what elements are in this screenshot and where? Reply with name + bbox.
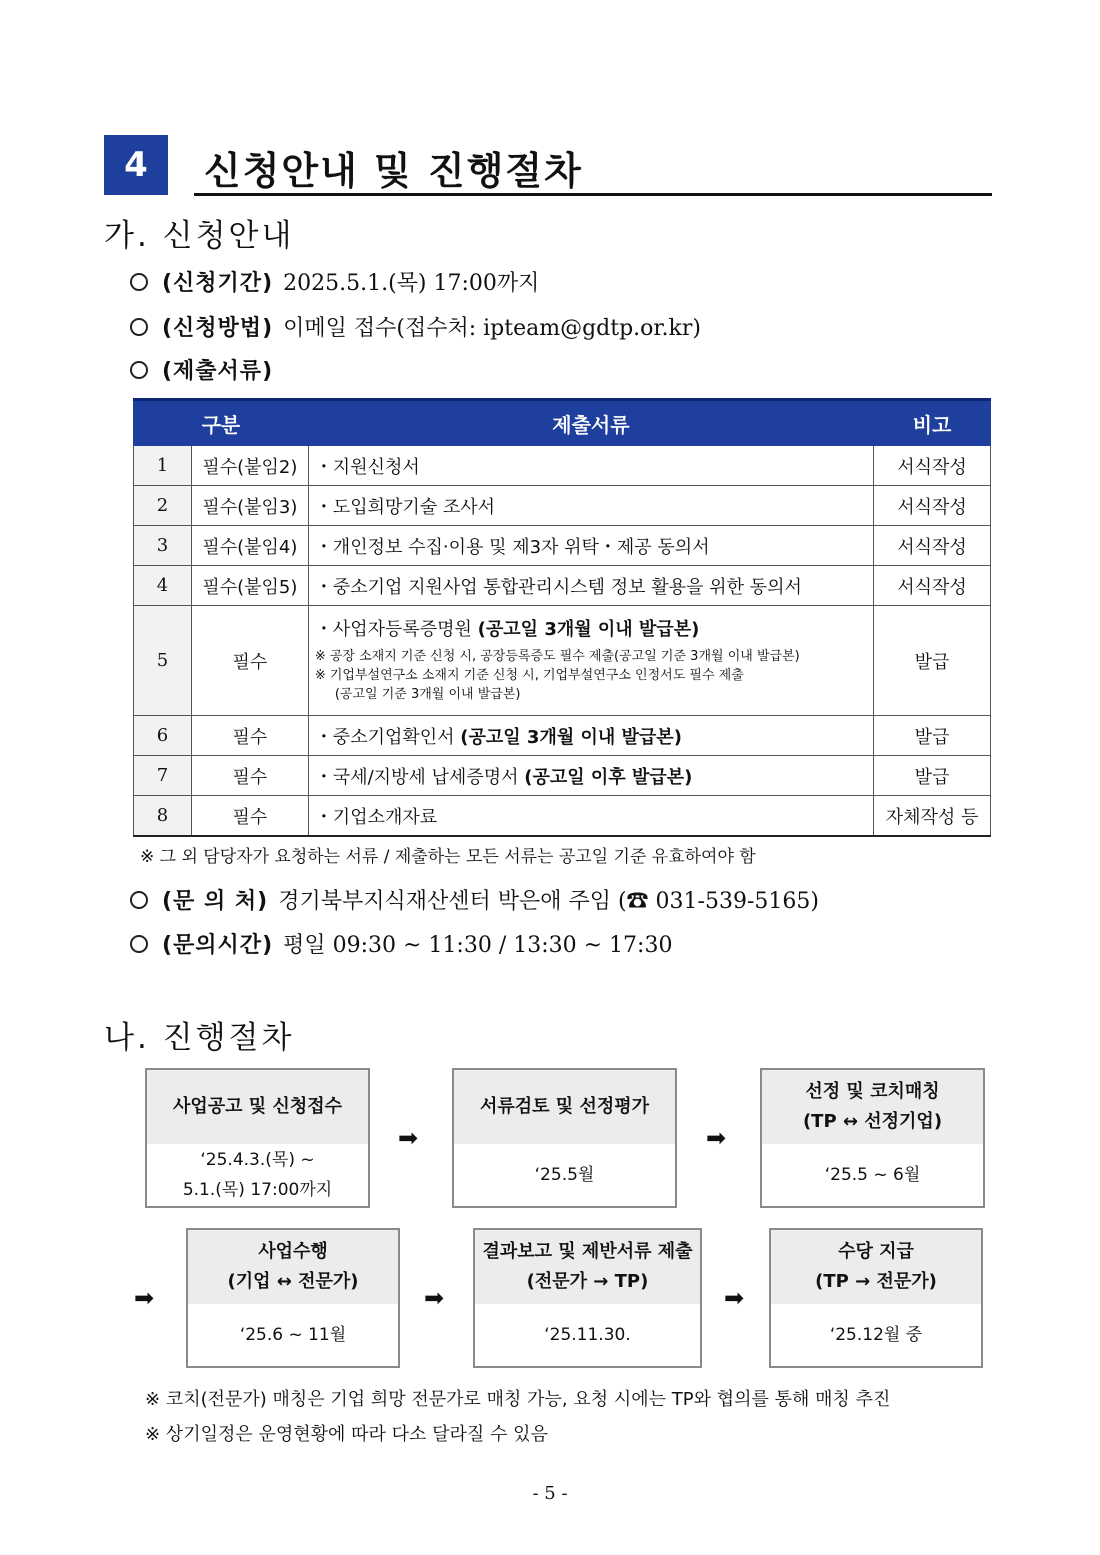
row-type: 필수(붙임4) [191, 526, 308, 566]
row-document-text: ・국세/지방세 납세증명서 [314, 766, 519, 788]
circle-bullet-icon [130, 318, 148, 336]
row-document-bold: (공고일 3개월 이내 발급본) [460, 726, 682, 748]
circle-bullet-icon [130, 891, 148, 909]
row-number: 5 [134, 606, 192, 716]
apply-docs-label: (제출서류) [162, 359, 274, 384]
process-step-1 [145, 1068, 370, 1208]
documents-table [133, 398, 991, 837]
table-row [134, 796, 991, 837]
section-title: 신청안내 및 진행절차 [204, 149, 583, 193]
step-title-block [188, 1230, 398, 1304]
table-row [134, 486, 991, 526]
right-arrow-icon: ➡ [424, 1284, 445, 1312]
apply-docs [130, 354, 283, 385]
table-row [134, 606, 991, 716]
step-title-block [475, 1230, 700, 1304]
row-number: 7 [134, 756, 192, 796]
process-note-1: ※ 코치(전문가) 매칭은 기업 희망 전문가로 매칭 가능, 요청 시에는 TP와 협의를 통해 매칭 추진 [145, 1389, 891, 1410]
step-title: 서류검토 및 선정평가 [454, 1070, 675, 1144]
row-number: 4 [134, 566, 192, 606]
row-type: 필수 [191, 606, 308, 716]
table-row [134, 446, 991, 486]
contact-hours-label: (문의시간) [162, 933, 274, 958]
step-date: ‘25.5 ~ 6월 [824, 1165, 921, 1185]
step-subtitle: (전문가 → TP) [526, 1271, 649, 1292]
row-number: 2 [134, 486, 192, 526]
row-remark: 서식작성 [874, 486, 991, 526]
apply-method [130, 311, 701, 342]
step-title: 결과보고 및 제반서류 제출 [482, 1241, 693, 1262]
step-title: 수당 지급 [838, 1241, 914, 1262]
row-number: 3 [134, 526, 192, 566]
step-date [147, 1144, 368, 1206]
right-arrow-icon: ➡ [724, 1284, 745, 1312]
row-document-subnote: ※ 기업부설연구소 소재지 기준 신청 시, 기업부설연구소 인정서도 필수 제출 [314, 668, 744, 683]
right-arrow-icon: ➡ [706, 1124, 727, 1152]
apply-method-label: (신청방법) [162, 316, 274, 341]
row-document-text: ・중소기업확인서 [314, 726, 455, 748]
step-title: 사업수행 [258, 1241, 328, 1262]
step-date: ‘25.12월 중 [829, 1325, 923, 1345]
row-number: 6 [134, 716, 192, 756]
row-remark: 서식작성 [874, 526, 991, 566]
page-number: - 5 - [532, 1483, 568, 1504]
process-note-2: ※ 상기일정은 운영현황에 따라 다소 달라질 수 있음 [145, 1424, 548, 1445]
row-remark: 발급 [874, 606, 991, 716]
table-row [134, 526, 991, 566]
apply-heading: 가. 신청안내 [104, 218, 295, 254]
row-remark: 발급 [874, 716, 991, 756]
circle-bullet-icon [130, 935, 148, 953]
section-title-rule [194, 193, 992, 196]
row-remark: 서식작성 [874, 566, 991, 606]
step-title: 사업공고 및 신청접수 [147, 1070, 368, 1144]
table-footnote: ※ 그 외 담당자가 요청하는 서류 / 제출하는 모든 서류는 공고일 기준 유효하여야 함 [140, 847, 756, 867]
process-step-2 [452, 1068, 677, 1208]
process-step-3 [760, 1068, 985, 1208]
step-date: ‘25.5월 [534, 1165, 595, 1185]
header-category: 구분 [134, 400, 309, 446]
step-date-line: ‘25.4.3.(목) ~ [200, 1150, 315, 1170]
row-document-bold: (공고일 3개월 이내 발급본) [477, 619, 700, 640]
step-date: ‘25.11.30. [544, 1325, 631, 1345]
row-number: 8 [134, 796, 192, 837]
right-arrow-icon: ➡ [134, 1284, 155, 1312]
row-document [308, 756, 873, 796]
circle-bullet-icon [130, 273, 148, 291]
process-step-5 [473, 1228, 702, 1368]
process-heading: 나. 진행절차 [104, 1020, 295, 1056]
header-documents: 제출서류 [308, 400, 873, 446]
step-title: 선정 및 코치매칭 [805, 1081, 940, 1102]
step-date: ‘25.6 ~ 11월 [239, 1325, 347, 1345]
row-type: 필수(붙임2) [191, 446, 308, 486]
table-row [134, 566, 991, 606]
row-number: 1 [134, 446, 192, 486]
row-document-subnote: ※ 공장 소재지 기준 신청 시, 공장등록증도 필수 제출(공고일 기준 3개월 이내 발급본) [314, 649, 800, 664]
table-header-row [134, 400, 991, 446]
row-document: ・도입희망기술 조사서 [308, 486, 873, 526]
header-remarks: 비고 [874, 400, 991, 446]
row-remark: 발급 [874, 756, 991, 796]
process-step-4 [186, 1228, 400, 1368]
apply-period-label: (신청기간) [162, 271, 274, 296]
section-number: 4 [104, 135, 168, 195]
circle-bullet-icon [130, 361, 148, 379]
row-type: 필수 [191, 716, 308, 756]
apply-period-value: 2025.5.1.(목) 17:00까지 [283, 271, 540, 296]
row-document: ・중소기업 지원사업 통합관리시스템 정보 활용을 위한 동의서 [308, 566, 873, 606]
step-subtitle: (TP → 전문가) [815, 1271, 937, 1292]
row-document: ・개인정보 수집‧이용 및 제3자 위탁・제공 동의서 [308, 526, 873, 566]
row-document: ・기업소개자료 [308, 796, 873, 837]
step-title-block [762, 1070, 983, 1144]
row-type: 필수(붙임5) [191, 566, 308, 606]
contact-label: (문 의 처) [162, 889, 269, 914]
row-document-subnote: (공고일 기준 3개월 이내 발급본) [334, 687, 521, 702]
right-arrow-icon: ➡ [398, 1124, 419, 1152]
row-document: ・지원신청서 [308, 446, 873, 486]
row-document-text: ・사업자등록증명원 [314, 619, 472, 640]
table-row [134, 756, 991, 796]
row-document-bold: (공고일 이후 발급본) [524, 766, 693, 788]
table-row [134, 716, 991, 756]
row-type: 필수 [191, 796, 308, 837]
row-remark: 서식작성 [874, 446, 991, 486]
process-step-6 [769, 1228, 983, 1368]
step-subtitle: (기업 ↔ 전문가) [227, 1271, 359, 1292]
step-date-line: 5.1.(목) 17:00까지 [182, 1180, 333, 1200]
row-document [308, 716, 873, 756]
contact-value: 경기북부지식재산센터 박은애 주임 (☎ 031-539-5165) [278, 889, 819, 914]
step-title-block [771, 1230, 981, 1304]
contact-hours-value: 평일 09:30 ~ 11:30 / 13:30 ~ 17:30 [283, 933, 673, 958]
row-type: 필수(붙임3) [191, 486, 308, 526]
row-document [308, 606, 873, 716]
apply-method-value: 이메일 접수(접수처: ipteam@gdtp.or.kr) [283, 316, 701, 341]
row-type: 필수 [191, 756, 308, 796]
contact-hours [130, 928, 672, 959]
apply-period [130, 266, 539, 297]
step-subtitle: (TP ↔ 선정기업) [802, 1111, 943, 1132]
contact-info [130, 884, 819, 915]
row-remark: 자체작성 등 [874, 796, 991, 837]
